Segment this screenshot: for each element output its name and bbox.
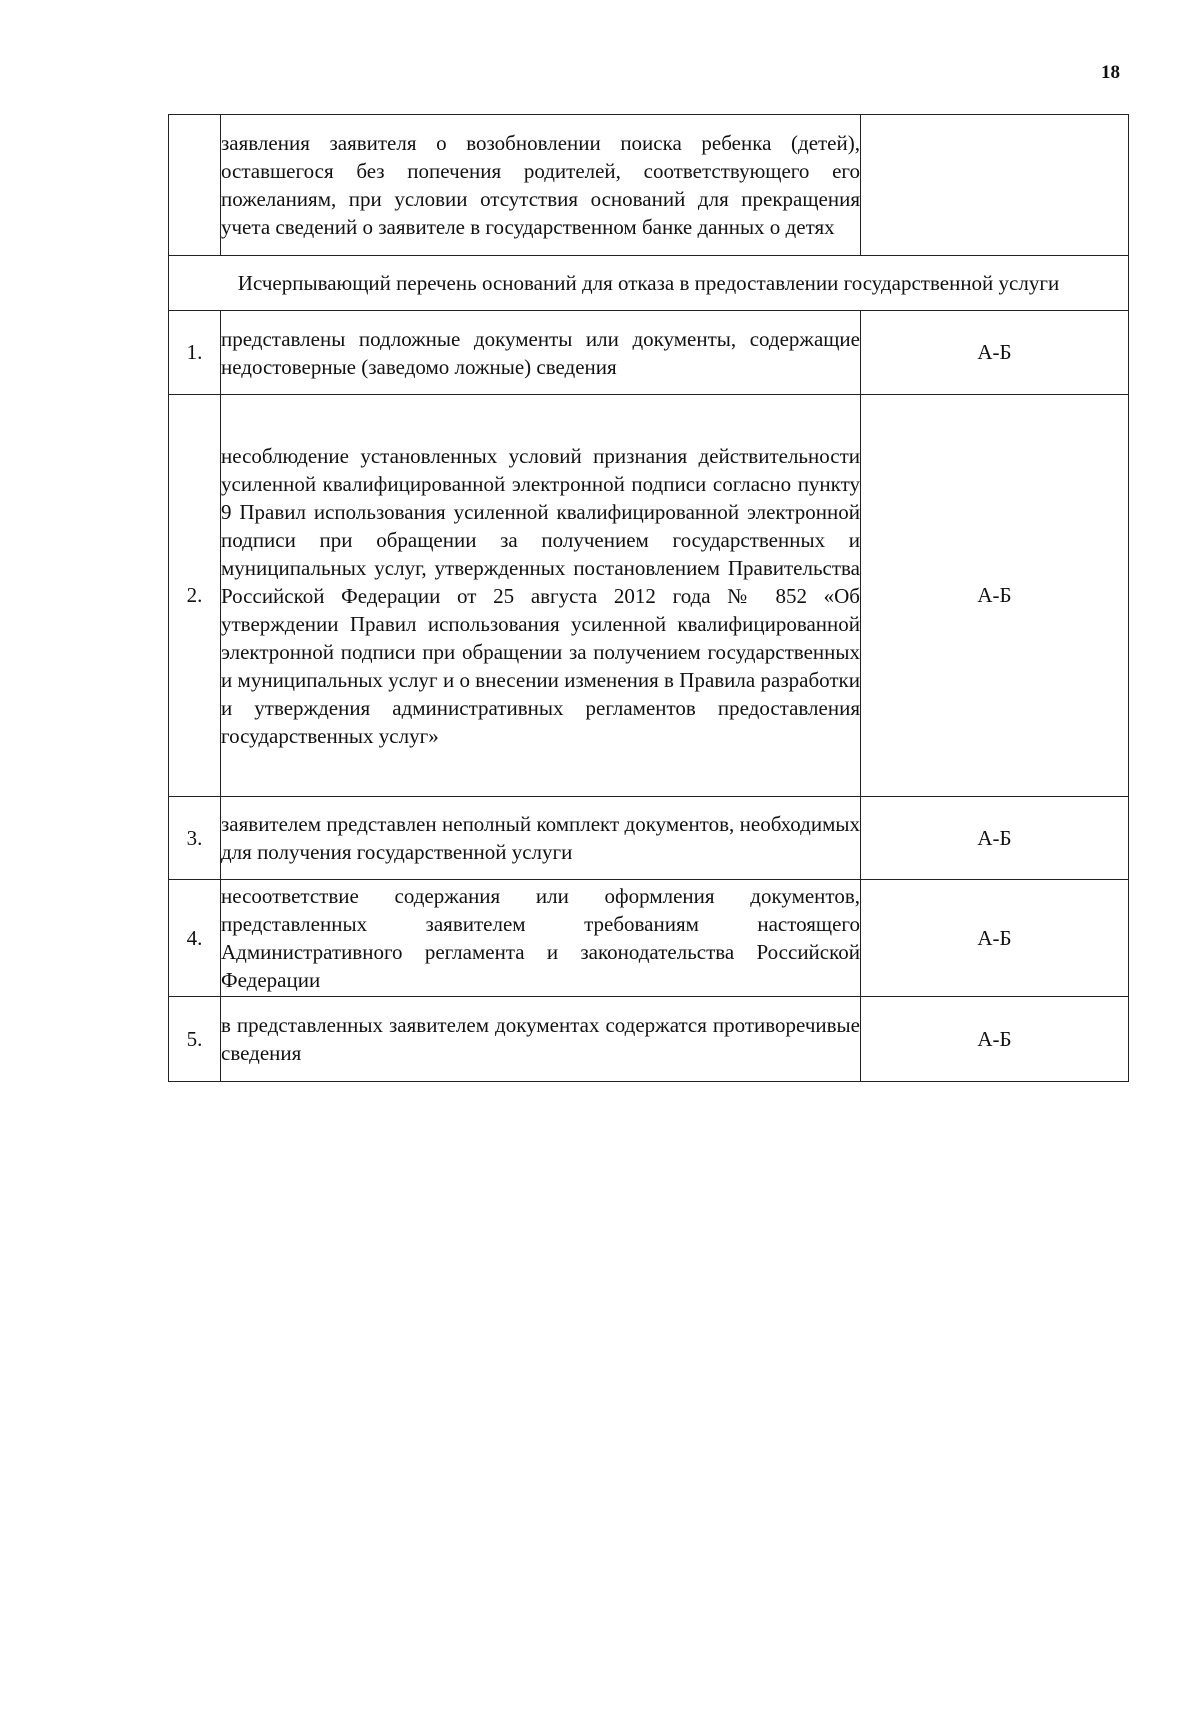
grounds-table <box>168 114 1129 1082</box>
section-header-row <box>169 256 1129 311</box>
row-text: несоответствие содержания или оформления документов, представленных заявителем требованиям настоящего Административного регламента и законодательства Российской Федерации <box>221 880 861 997</box>
row-text: заявителем представлен неполный комплект документов, необходимых для получения государственной услуги <box>221 797 861 880</box>
row-text: представлены подложные документы или документы, содержащие недостоверные (заведомо ложные) сведения <box>221 311 861 395</box>
row-number: 3. <box>169 797 221 880</box>
row-number: 1. <box>169 311 221 395</box>
row-code: А-Б <box>861 797 1129 880</box>
section-title: Исчерпывающий перечень оснований для отказа в предоставлении государственной услуги <box>169 256 1129 311</box>
row-code: А-Б <box>861 395 1129 797</box>
table-row <box>169 880 1129 997</box>
table-row <box>169 395 1129 797</box>
row-text: в представленных заявителем документах содержатся противоречивые сведения <box>221 997 861 1082</box>
page-number: 18 <box>1101 62 1120 83</box>
row-number: 4. <box>169 880 221 997</box>
row-text-cell: заявления заявителя о возобновлении поиска ребенка (детей), оставшегося без попечения родителей, соответствующего его пожеланиям, при условии отсутствия оснований для прекращения учета сведений о заявителе в государственном банке данных о детях <box>221 115 861 256</box>
table-row-continuation <box>169 115 1129 256</box>
table-row <box>169 311 1129 395</box>
table-row <box>169 797 1129 880</box>
row-code-cell <box>861 115 1129 256</box>
row-number: 5. <box>169 997 221 1082</box>
row-number: 2. <box>169 395 221 797</box>
row-code: А-Б <box>861 997 1129 1082</box>
row-text: несоблюдение установленных условий признания действительности усиленной квалифицированной электронной подписи согласно пункту 9 Правил использования усиленной квалифицированной электронной подписи при обращении за получением государственных и муниципальных услуг, утвержденных постановлением Правительства Российской Федерации от 25 августа 2012 года № 852 «Об утверждении Правил использования усиленной квалифицированной электронной подписи при обращении за получением государственных и муниципальных услуг и о внесении изменения в Правила разработки и утверждения административных регламентов предоставления государственных услуг» <box>221 395 861 797</box>
table-row <box>169 997 1129 1082</box>
row-number-cell <box>169 115 221 256</box>
row-code: А-Б <box>861 311 1129 395</box>
row-code: А-Б <box>861 880 1129 997</box>
